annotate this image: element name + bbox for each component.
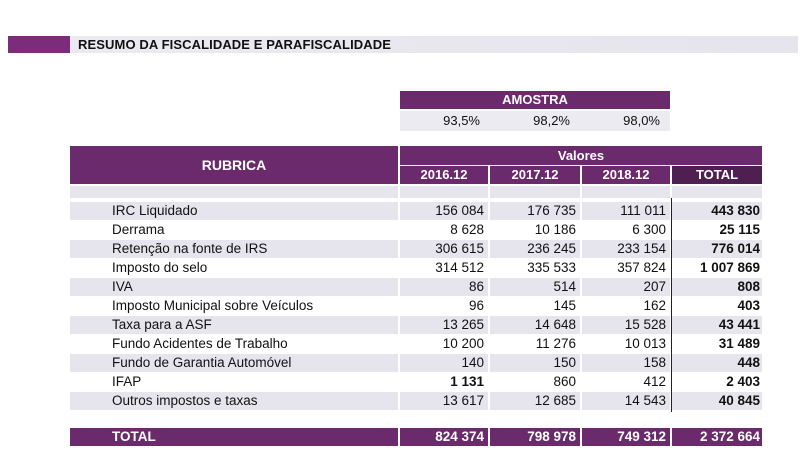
row-total: 2 403 <box>726 374 760 389</box>
column-header-2016: 2016.12 <box>400 166 488 184</box>
table-row <box>70 354 762 372</box>
row-label: Taxa para a ASF <box>70 316 398 334</box>
row-label: Imposto do selo <box>112 260 208 275</box>
row-value: 233 154 <box>582 240 670 258</box>
valores-header: Valores <box>400 146 762 165</box>
row-total: 1 007 869 <box>699 260 760 275</box>
row-label: IVA <box>70 278 398 296</box>
row-value: 86 <box>400 278 488 296</box>
row-value: 150 <box>490 354 580 372</box>
column-header-2017: 2017.12 <box>490 166 580 184</box>
row-label: Derrama <box>112 222 165 237</box>
row-value: 15 528 <box>582 316 670 334</box>
row-value: 314 512 <box>435 260 484 275</box>
row-value: 158 <box>582 354 670 372</box>
row-value: 162 <box>643 298 666 313</box>
row-total: 776 014 <box>672 240 762 258</box>
total-row-value: 749 312 <box>582 428 670 446</box>
rubrica-header: RUBRICA <box>70 146 398 184</box>
total-column-divider <box>671 198 672 412</box>
row-value: 10 013 <box>624 336 666 351</box>
table-row <box>70 316 762 334</box>
page-title: RESUMO DA FISCALIDADE E PARAFISCALIDADE <box>78 37 392 52</box>
row-value: 145 <box>553 298 576 313</box>
row-total: 40 845 <box>672 392 762 410</box>
row-total: 25 115 <box>719 222 760 237</box>
row-label: Retenção na fonte de IRS <box>70 240 398 258</box>
row-value: 13 265 <box>400 316 488 334</box>
row-value: 236 245 <box>490 240 580 258</box>
table-row <box>70 335 762 353</box>
row-value: 335 533 <box>527 260 576 275</box>
title-accent-block <box>8 36 70 53</box>
row-value: 514 <box>490 278 580 296</box>
row-value: 306 615 <box>400 240 488 258</box>
table-row <box>70 259 762 277</box>
row-total: 448 <box>672 354 762 372</box>
column-header-2018: 2018.12 <box>582 166 670 184</box>
row-label: Outros impostos e taxas <box>70 392 398 410</box>
row-value: 14 648 <box>490 316 580 334</box>
row-value: 111 011 <box>582 202 670 220</box>
total-row <box>70 428 762 446</box>
amostra-value: 98,2% <box>533 113 570 128</box>
row-total: 443 830 <box>672 202 762 220</box>
column-header-total: TOTAL <box>672 166 762 184</box>
row-value: 14 543 <box>582 392 670 410</box>
spacer-row <box>70 186 762 198</box>
table-row <box>70 373 762 391</box>
row-value: 412 <box>643 374 666 389</box>
row-total: 403 <box>737 298 760 313</box>
row-value: 13 617 <box>400 392 488 410</box>
row-label: IFAP <box>112 374 142 389</box>
row-value: 357 824 <box>617 260 666 275</box>
row-value: 11 276 <box>535 336 576 351</box>
table-row <box>70 297 762 315</box>
row-value: 8 628 <box>450 222 484 237</box>
row-value: 156 084 <box>400 202 488 220</box>
row-label: Imposto Municipal sobre Veículos <box>112 298 314 313</box>
amostra-header: AMOSTRA <box>400 91 670 109</box>
row-label: Fundo de Garantia Automóvel <box>70 354 398 372</box>
row-value: 10 186 <box>534 222 576 237</box>
table-row <box>70 240 762 258</box>
row-label: IRC Liquidado <box>70 202 398 220</box>
section-title-bar <box>8 36 798 53</box>
table-row <box>70 221 762 239</box>
total-row-label: TOTAL <box>70 428 398 446</box>
amostra-values <box>400 111 670 131</box>
row-label: Fundo Acidentes de Trabalho <box>112 336 288 351</box>
row-value: 1 131 <box>450 374 484 389</box>
row-value: 176 735 <box>490 202 580 220</box>
row-value: 207 <box>582 278 670 296</box>
table-row <box>70 278 762 296</box>
row-value: 10 200 <box>442 336 484 351</box>
grand-total: 2 372 664 <box>672 428 762 446</box>
total-row-value: 824 374 <box>400 428 488 446</box>
row-value: 140 <box>400 354 488 372</box>
row-value: 860 <box>553 374 576 389</box>
table-row <box>70 202 762 220</box>
row-value: 6 300 <box>632 222 666 237</box>
table-row <box>70 392 762 410</box>
row-total: 31 489 <box>718 336 760 351</box>
row-value: 96 <box>468 298 484 313</box>
row-value: 12 685 <box>490 392 580 410</box>
amostra-value: 98,0% <box>623 113 660 128</box>
total-row-value: 798 978 <box>490 428 580 446</box>
row-total: 43 441 <box>672 316 762 334</box>
row-total: 808 <box>672 278 762 296</box>
amostra-value: 93,5% <box>443 113 480 128</box>
